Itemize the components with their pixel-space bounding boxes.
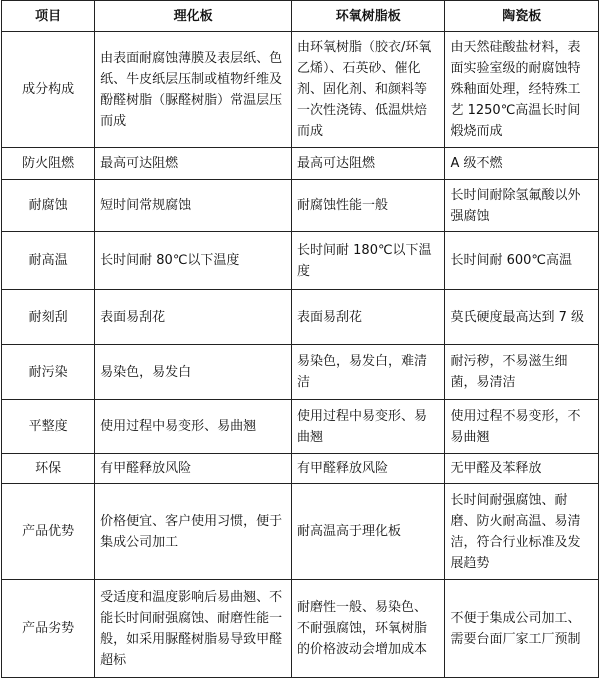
row-label: 环保 <box>2 454 95 484</box>
table-row <box>2 580 599 678</box>
table-cell: 长时间耐强腐蚀、耐磨、防火耐高温、易清洁，符合行业标准及发展趋势 <box>445 484 599 580</box>
row-label: 耐刻刮 <box>2 290 95 345</box>
table-cell: 易染色，易发白，难清洁 <box>292 345 445 400</box>
table-cell: 由环氧树脂（胶衣/环氧乙烯）、石英砂、催化剂、固化剂、和颜料等一次性浇铸、低温烘焙而成 <box>292 32 445 148</box>
row-label: 防火阻燃 <box>2 148 95 180</box>
table-cell: 短时间常规腐蚀 <box>95 180 292 232</box>
table-cell: 最高可达阻燃 <box>292 148 445 180</box>
table-cell: 价格便宜、客户使用习惯，便于集成公司加工 <box>95 484 292 580</box>
header-ceramic-board: 陶瓷板 <box>445 1 599 32</box>
table-row <box>2 484 599 580</box>
table-cell: 耐污秽，不易滋生细菌，易清洁 <box>445 345 599 400</box>
table-cell: A 级不燃 <box>445 148 599 180</box>
table-row <box>2 232 599 290</box>
table-cell: 使用过程中易变形、易曲翘 <box>95 400 292 454</box>
table-cell: 由表面耐腐蚀薄膜及表层纸、色纸、牛皮纸层压制或植物纤维及酚醛树脂（脲醛树脂）常温层压而成 <box>95 32 292 148</box>
table-cell: 使用过程不易变形，不易曲翘 <box>445 400 599 454</box>
header-item: 项目 <box>2 1 95 32</box>
table-cell: 长时间耐 600℃高温 <box>445 232 599 290</box>
row-label: 成分构成 <box>2 32 95 148</box>
table-cell: 最高可达阻燃 <box>95 148 292 180</box>
table-row <box>2 290 599 345</box>
table-row <box>2 454 599 484</box>
table-cell: 有甲醛释放风险 <box>292 454 445 484</box>
table-cell: 易染色，易发白 <box>95 345 292 400</box>
table-row <box>2 32 599 148</box>
table-cell: 使用过程中易变形、易曲翘 <box>292 400 445 454</box>
table-cell: 表面易刮花 <box>292 290 445 345</box>
table-row <box>2 345 599 400</box>
table-cell: 由天然硅酸盐材料，表面实验室级的耐腐蚀特殊釉面处理，经特殊工艺 1250℃高温长时间煅烧而成 <box>445 32 599 148</box>
row-label: 平整度 <box>2 400 95 454</box>
table-cell: 耐磨性一般、易染色、不耐强腐蚀，环氧树脂的价格波动会增加成本 <box>292 580 445 678</box>
row-label: 产品劣势 <box>2 580 95 678</box>
table-cell: 受适度和温度影响后易曲翘、不能长时间耐强腐蚀、耐磨性能一般，如采用脲醛树脂易导致甲醛超标 <box>95 580 292 678</box>
table-cell: 不便于集成公司加工、需要台面厂家工厂预制 <box>445 580 599 678</box>
table-cell: 表面易刮花 <box>95 290 292 345</box>
table-row <box>2 148 599 180</box>
comparison-table <box>1 0 599 678</box>
header-physchem-board: 理化板 <box>95 1 292 32</box>
table-cell: 长时间耐 80℃以下温度 <box>95 232 292 290</box>
table-cell: 无甲醛及苯释放 <box>445 454 599 484</box>
table-cell: 耐高温高于理化板 <box>292 484 445 580</box>
row-label: 耐高温 <box>2 232 95 290</box>
row-label: 耐污染 <box>2 345 95 400</box>
table-cell: 耐腐蚀性能一般 <box>292 180 445 232</box>
row-label: 耐腐蚀 <box>2 180 95 232</box>
header-row <box>2 1 599 32</box>
table-row <box>2 400 599 454</box>
table-cell: 有甲醛释放风险 <box>95 454 292 484</box>
table-cell: 长时间耐除氢氟酸以外强腐蚀 <box>445 180 599 232</box>
row-label: 产品优势 <box>2 484 95 580</box>
table-row <box>2 180 599 232</box>
table-cell: 莫氏硬度最高达到 7 级 <box>445 290 599 345</box>
header-epoxy-board: 环氧树脂板 <box>292 1 445 32</box>
table-cell: 长时间耐 180℃以下温度 <box>292 232 445 290</box>
